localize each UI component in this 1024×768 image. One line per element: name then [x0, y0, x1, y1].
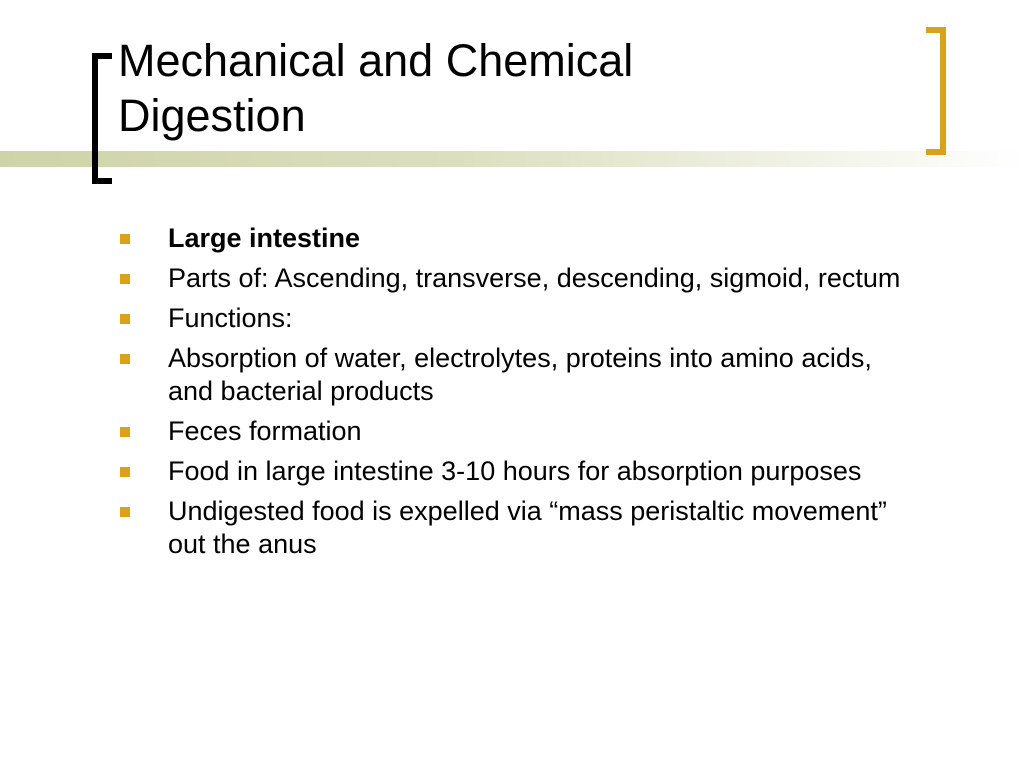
square-bullet-icon [120, 427, 130, 437]
bullet-text: Undigested food is expelled via “mass peristaltic movement” out the anus [168, 496, 887, 559]
bullet-text: Feces formation [168, 416, 362, 446]
square-bullet-icon [120, 274, 130, 284]
right-bracket-icon [926, 27, 946, 155]
bullet-text: Large intestine [168, 223, 361, 253]
bullet-item [118, 262, 918, 295]
square-bullet-icon [120, 234, 130, 244]
bullet-item [118, 415, 918, 448]
bullet-text: Food in large intestine 3-10 hours for absorption purposes [168, 456, 862, 486]
bullet-item [118, 455, 918, 488]
bullet-item [118, 302, 918, 335]
title-gradient-band [0, 151, 1024, 167]
bullet-text: Absorption of water, electrolytes, proteins into amino acids, and bacterial products [168, 343, 872, 406]
slide-title [118, 33, 918, 143]
left-bracket-icon [92, 53, 112, 184]
square-bullet-icon [120, 467, 130, 477]
slide-title-line-2: Digestion [118, 90, 306, 141]
bullet-text: Functions: [168, 303, 293, 333]
square-bullet-icon [120, 314, 130, 324]
slide-title-line-1: Mechanical and Chemical [118, 35, 634, 86]
bullet-text: Parts of: Ascending, transverse, descending, sigmoid, rectum [168, 263, 901, 293]
square-bullet-icon [120, 507, 130, 517]
square-bullet-icon [120, 354, 130, 364]
bullet-item [118, 222, 918, 255]
bullet-item [118, 342, 918, 408]
bullet-item [118, 495, 918, 561]
bullet-list [118, 222, 918, 568]
